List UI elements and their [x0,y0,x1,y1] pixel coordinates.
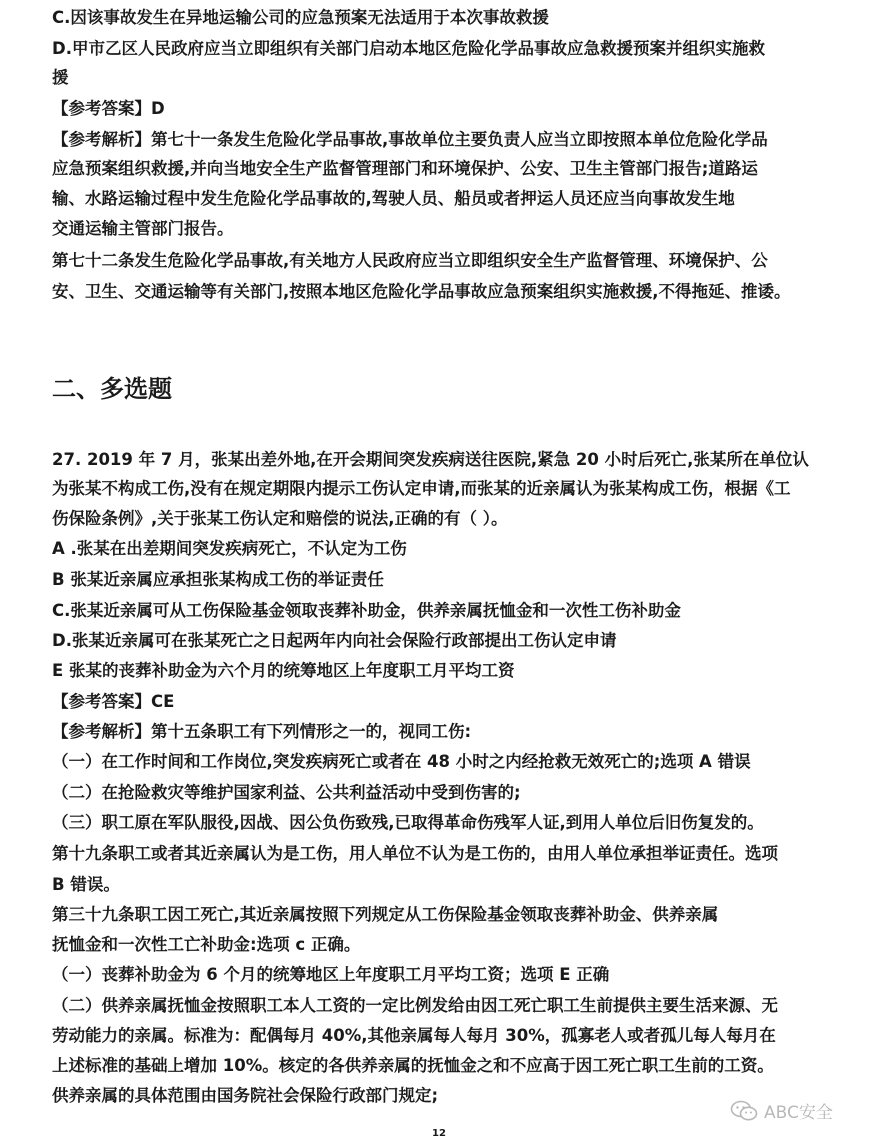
text-line: 劳动能力的亲属。标准为：配偶每月 40%,其他亲属每人每月 30%，孤寡老人或者孤儿每人每月在 [52,1026,776,1045]
option-a: A .张某在出差期间突发疾病死亡，不认定为工伤 [52,539,407,558]
option-d: D.张某近亲属可在张某死亡之日起两年内向社会保险行政部提出工伤认定申请 [52,631,617,650]
text-line: 抚恤金和一次性工亡补助金:选项 c 正确。 [52,935,361,954]
option-e: E 张某的丧葬补助金为六个月的统筹地区上年度职工月平均工资 [52,661,515,680]
text-line: 输、水路运输过程中发生危险化学品事故的,驾驶人员、船员或者押运人员还应当向事故发生地 [52,189,735,208]
text-line: B 错误。 [52,875,120,894]
text-line: （一）丧葬补助金为 6 个月的统筹地区上年度职工月平均工资；选项 E 正确 [52,965,610,984]
text-line: 上述标准的基础上增加 10%。核定的各供养亲属的抚恤金之和不应高于因工死亡职工生前的工资。 [52,1056,774,1075]
question-line: 为张某不构成工伤,没有在规定期限内提示工伤认定申请,而张某的近亲属认为张某构成工伤，根据《工 [52,479,791,498]
text-line: 安、卫生、交通运输等有关部门,按照本地区危险化学品事故应急预案组织实施救援,不得拖延、推诿。 [52,282,791,301]
text-line: （二）在抢险救灾等维护国家利益、公共利益活动中受到伤害的; [52,783,521,802]
section-heading: 二、多选题 [52,375,172,403]
text-line: 第三十九条职工因工死亡,其近亲属按照下列规定从工伤保险基金领取丧葬补助金、供养亲属 [52,905,719,924]
text-line: 交通运输主管部门报告。 [52,219,234,238]
text-line: 援 [52,68,69,87]
watermark-text: ABC安全 [764,1103,833,1123]
analysis-line: 【参考解析】第七十一条发生危险化学品事故,事故单位主要负责人应当立即按照本单位危险化学品 [52,130,768,149]
watermark [730,1098,833,1123]
analysis-line: 【参考解析】第十五条职工有下列情形之一的，视同工伤: [52,722,472,741]
answer-line: 【参考答案】D [52,99,165,118]
text-line: （二）供养亲属抚恤金按照职工本人工资的一定比例发给由因工死亡职工生前提供主要生活来源、无 [52,996,778,1015]
text-line: （三）职工原在军队服役,因战、因公负伤致残,已取得革命伤残军人证,到用人单位后旧伤复发的。 [52,813,764,832]
wechat-icon [730,1100,758,1122]
option-c: C.张某近亲属可从工伤保险基金领取丧葬补助金，供养亲属抚恤金和一次性工伤补助金 [52,601,681,620]
text-line: 第七十二条发生危险化学品事故,有关地方人民政府应当立即组织安全生产监督管理、环境保护、公 [52,251,768,270]
option-b: B 张某近亲属应承担张某构成工伤的举证责任 [52,570,384,589]
text-line: C.因该事故发生在异地运输公司的应急预案无法适用于本次事故救援 [52,8,549,27]
question-line: 27. 2019 年 7 月，张某出差外地,在开会期间突发疾病送往医院,紧急 20 小时后死亡,张某所在单位认 [52,450,809,469]
question-line: 伤保险条例》,关于张某工伤认定和赔偿的说法,正确的有（ ）。 [52,509,508,528]
text-line: 第十九条职工或者其近亲属认为是工伤，用人单位不认为是工伤的，由用人单位承担举证责任。选项 [52,844,778,863]
text-line: D.甲市乙区人民政府应当立即组织有关部门启动本地区危险化学品事故应急救援预案并组织实施救 [52,39,765,58]
text-line: 供养亲属的具体范围由国务院社会保险行政部门规定; [52,1086,439,1105]
answer-line: 【参考答案】CE [52,692,175,711]
text-line: （一）在工作时间和工作岗位,突发疾病死亡或者在 48 小时之内经抢救无效死亡的;选项 A 错误 [52,752,751,771]
text-line: 应急预案组织救援,并向当地安全生产监督管理部门和环境保护、公安、卫生主管部门报告;道路运 [52,159,758,178]
page-number: 12 [432,1128,446,1139]
